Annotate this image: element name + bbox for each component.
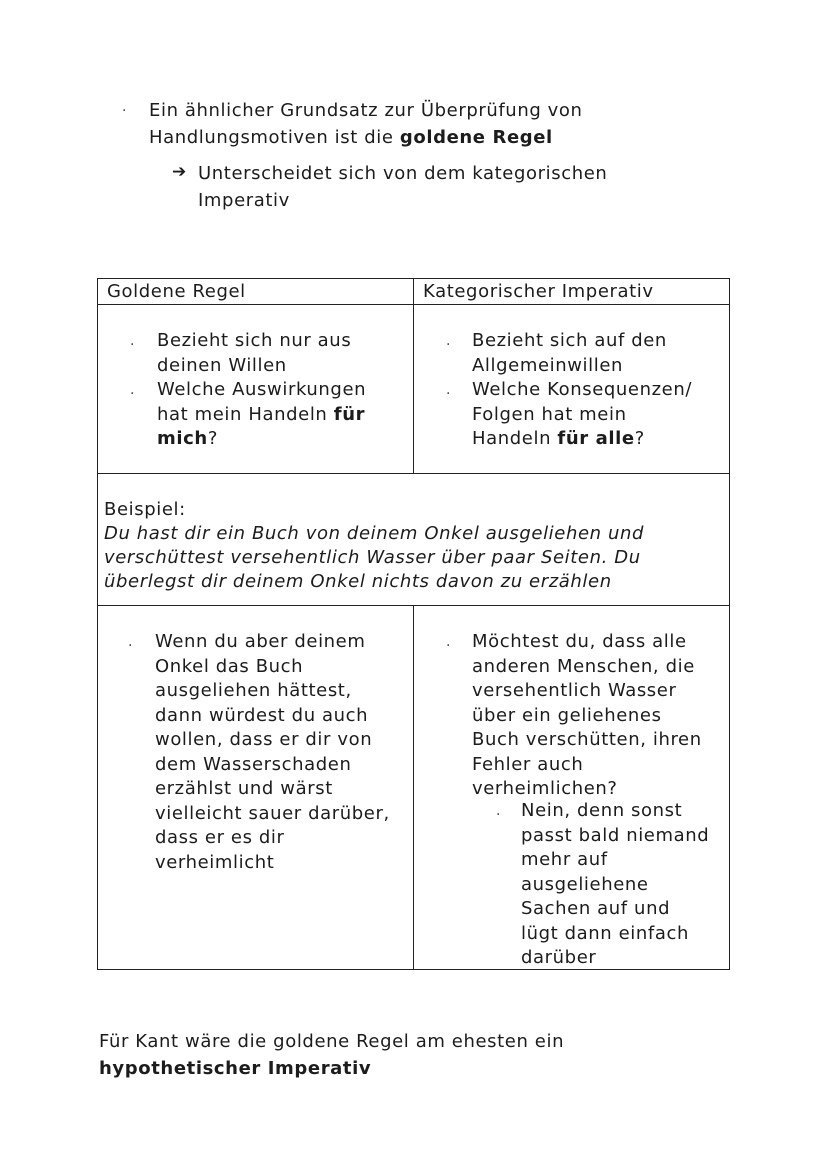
- bullet-icon: ·: [128, 638, 134, 654]
- left-answer-cell: [98, 606, 414, 970]
- example-line-3: überlegst dir deinem Onkel nichts davon zu erzählen: [104, 571, 612, 592]
- right-answer-cell: [414, 606, 730, 970]
- header-goldene-regel: Goldene Regel: [98, 279, 414, 305]
- bullet-icon: ·: [496, 807, 502, 823]
- bullet-icon: ·: [446, 337, 452, 353]
- left-point-2: Welche Auswirkungen hat mein Handeln für mich?: [157, 379, 367, 449]
- intro-line-2: Handlungsmotiven ist die goldene Regel: [149, 127, 553, 148]
- intro-sub-line-1: Unterscheidet sich von dem kategorischen: [198, 163, 608, 184]
- intro-line-1: Ein ähnlicher Grundsatz zur Überprüfung von: [149, 100, 583, 121]
- right-point-2: Welche Konsequenzen/ Folgen hat mein Handeln für alle?: [472, 379, 693, 449]
- bullet-icon: ·: [446, 638, 452, 654]
- right-point-1: Bezieht sich auf den Allgemeinwillen: [472, 330, 667, 376]
- example-label: Beispiel:: [104, 499, 186, 520]
- left-points-cell: [98, 305, 414, 474]
- right-answer: Möchtest du, dass alle anderen Menschen, die versehentlich Wasser über ein geliehenes Buch verschütten, ihren Fehler auch verheimlichen?: [472, 631, 702, 799]
- example-cell: [98, 474, 730, 606]
- intro-sub-line-2: Imperativ: [198, 190, 290, 211]
- conclusion-line-1: Für Kant wäre die goldene Regel am ehesten ein: [99, 1031, 565, 1052]
- left-point-1: Bezieht sich nur aus deinen Willen: [157, 330, 352, 376]
- arrow-right-icon: ➔: [172, 162, 187, 182]
- example-line-1: Du hast dir ein Buch von deinem Onkel ausgeliehen und: [104, 523, 645, 544]
- example-line-2: verschüttest versehentlich Wasser über paar Seiten. Du: [104, 547, 641, 568]
- comparison-table: [97, 278, 730, 970]
- bullet-icon: ·: [130, 337, 136, 353]
- right-sub-answer: Nein, denn sonst passt bald niemand mehr auf ausgeliehene Sachen auf und lügt dann einfach darüber: [521, 800, 710, 968]
- bullet-icon: ·: [446, 386, 452, 402]
- left-answer: Wenn du aber deinem Onkel das Buch ausgeliehen hättest, dann würdest du auch wollen, dass er dir von dem Wasserschaden erzählst und wärst vielleicht sauer darüber, dass er es dir verheimlicht: [155, 631, 390, 873]
- conclusion-line-2: hypothetischer Imperativ: [99, 1058, 372, 1079]
- right-points-cell: [414, 305, 730, 474]
- bullet-icon: ·: [130, 386, 136, 402]
- header-kategorischer-imperativ: Kategorischer Imperativ: [414, 279, 730, 305]
- bullet-icon: ·: [122, 103, 128, 119]
